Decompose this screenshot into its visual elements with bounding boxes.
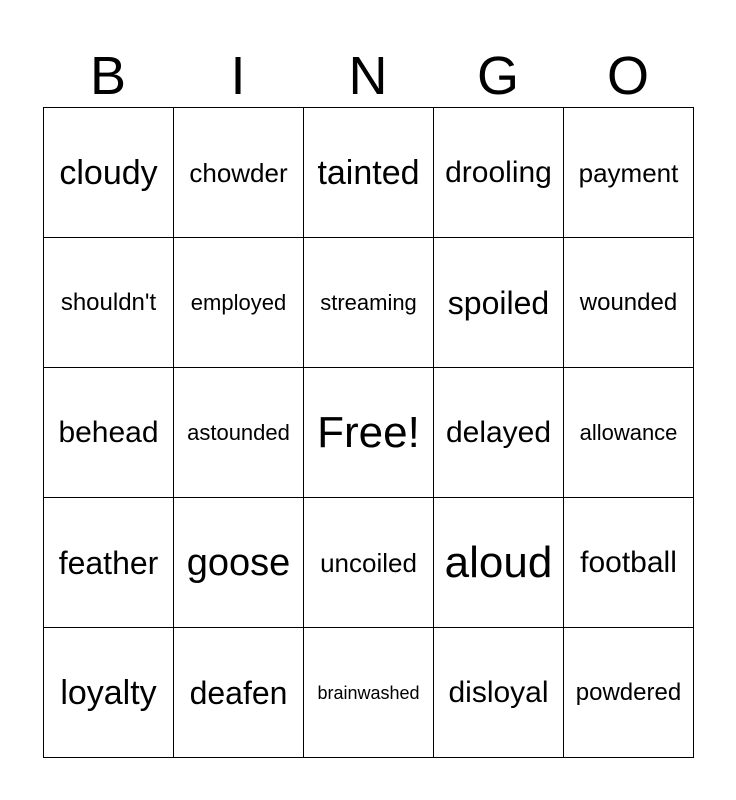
bingo-cell[interactable]: streaming [304, 238, 434, 368]
header-letter-g: G [476, 46, 519, 106]
bingo-cell[interactable]: employed [174, 238, 304, 368]
bingo-cell[interactable]: tainted [304, 108, 434, 238]
bingo-cell[interactable]: powdered [564, 628, 694, 758]
bingo-cell[interactable]: cloudy [44, 108, 174, 238]
bingo-cell[interactable]: brainwashed [304, 628, 434, 758]
bingo-header [43, 44, 693, 108]
bingo-cell[interactable]: astounded [174, 368, 304, 498]
bingo-cell[interactable]: allowance [564, 368, 694, 498]
header-letter-i: I [230, 46, 246, 106]
bingo-cell[interactable]: feather [44, 498, 174, 628]
header-letter-o: O [606, 46, 649, 106]
bingo-cell[interactable]: football [564, 498, 694, 628]
header-letter-b: B [89, 46, 127, 106]
bingo-cell[interactable]: chowder [174, 108, 304, 238]
bingo-cell[interactable]: uncoiled [304, 498, 434, 628]
bingo-board [43, 107, 694, 758]
bingo-cell[interactable]: payment [564, 108, 694, 238]
free-space-cell[interactable]: Free! [304, 368, 434, 498]
bingo-cell[interactable]: goose [174, 498, 304, 628]
bingo-cell[interactable]: disloyal [434, 628, 564, 758]
header-letter-n: N [348, 46, 388, 106]
bingo-cell[interactable]: spoiled [434, 238, 564, 368]
bingo-cell[interactable]: aloud [434, 498, 564, 628]
bingo-cell[interactable]: wounded [564, 238, 694, 368]
bingo-cell[interactable]: loyalty [44, 628, 174, 758]
bingo-cell[interactable]: behead [44, 368, 174, 498]
bingo-cell[interactable]: shouldn't [44, 238, 174, 368]
bingo-cell[interactable]: deafen [174, 628, 304, 758]
bingo-cell[interactable]: delayed [434, 368, 564, 498]
bingo-cell[interactable]: drooling [434, 108, 564, 238]
